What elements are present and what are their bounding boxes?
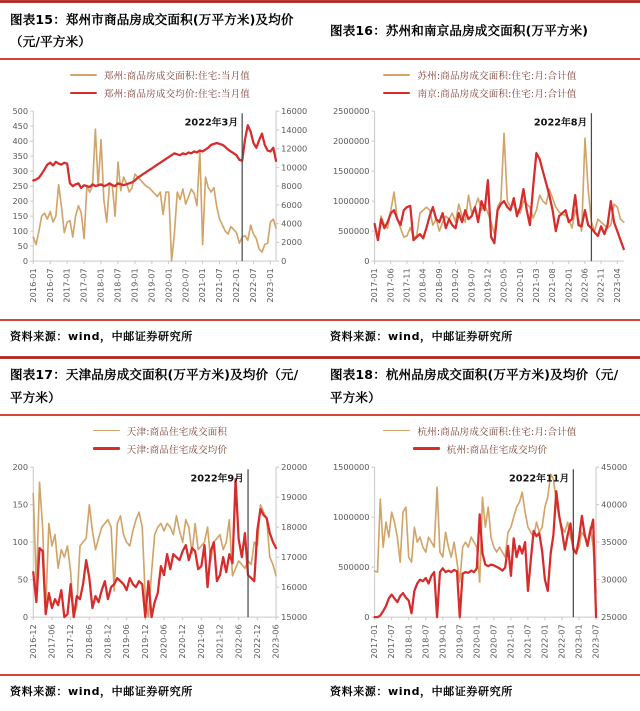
- svg-text:2020-07: 2020-07: [180, 268, 191, 303]
- svg-text:2018-07: 2018-07: [112, 268, 123, 303]
- svg-text:450: 450: [12, 121, 29, 132]
- svg-text:500: 500: [12, 106, 29, 117]
- legend-label: 郑州:商品房成交均价:住宅:当月值: [103, 89, 250, 100]
- figure-titles: [0, 359, 640, 414]
- legend-label: 杭州:商品住宅成交均价: [446, 444, 548, 456]
- legend-item: [383, 424, 576, 438]
- svg-text:2018-09: 2018-09: [433, 268, 444, 303]
- figure-title-16: 图表16：苏州和南京品房成交面积(万平方米): [330, 22, 589, 38]
- svg-text:2018-12: 2018-12: [102, 623, 113, 659]
- legend-line-swatch: [383, 74, 410, 76]
- svg-text:45000: 45000: [601, 461, 628, 472]
- svg-text:100: 100: [12, 225, 29, 236]
- legend: [328, 68, 632, 100]
- legend-label: 苏州:商品房成交面积:住宅:月:合计值: [417, 71, 577, 82]
- svg-text:2017-01: 2017-01: [61, 268, 72, 303]
- line-chart-zhengzhou: [8, 105, 312, 317]
- svg-text:2023-07: 2023-07: [590, 623, 601, 659]
- legend-line-swatch: [383, 92, 410, 95]
- svg-text:2020-07: 2020-07: [488, 623, 499, 659]
- legend-line-swatch: [70, 74, 97, 76]
- legend-label: 天津:商品住宅成交面积: [126, 426, 228, 438]
- legend-line-swatch: [383, 430, 410, 432]
- svg-text:2018-04: 2018-04: [417, 268, 428, 303]
- svg-text:1000000: 1000000: [332, 196, 370, 207]
- svg-text:2020-05: 2020-05: [498, 268, 509, 303]
- svg-text:2019-07: 2019-07: [146, 268, 157, 303]
- svg-text:30000: 30000: [601, 574, 628, 585]
- legend-item: [383, 68, 576, 82]
- legend-item: [93, 442, 227, 456]
- svg-text:2023-01: 2023-01: [573, 623, 584, 659]
- svg-text:150: 150: [12, 499, 29, 510]
- svg-text:2019-12: 2019-12: [482, 268, 493, 303]
- svg-text:2017-07: 2017-07: [78, 268, 89, 303]
- legend: [8, 68, 312, 100]
- svg-text:16000: 16000: [281, 106, 308, 117]
- svg-text:2023-06: 2023-06: [270, 623, 281, 659]
- svg-text:2021-07: 2021-07: [214, 268, 225, 303]
- svg-text:40000: 40000: [601, 499, 628, 510]
- source-note: 资料来源：wind，中邮证券研究所: [330, 329, 513, 343]
- svg-text:2019-07: 2019-07: [466, 268, 477, 303]
- legend-line-swatch: [93, 430, 120, 432]
- svg-text:2020-01: 2020-01: [471, 623, 482, 659]
- svg-text:17000: 17000: [281, 551, 308, 562]
- svg-text:0: 0: [22, 611, 29, 622]
- source-note: 资料来源：wind，中邮证券研究所: [10, 329, 193, 343]
- svg-text:2022-01: 2022-01: [563, 268, 574, 303]
- line-chart-hangzhou: [328, 461, 632, 673]
- svg-text:1500000: 1500000: [332, 461, 370, 472]
- svg-text:2021-07: 2021-07: [522, 623, 533, 659]
- charts-row-top: [0, 60, 640, 319]
- svg-text:2022年3月: 2022年3月: [184, 117, 239, 129]
- svg-text:15000: 15000: [281, 611, 308, 622]
- legend-line-swatch: [70, 92, 97, 95]
- legend-line-swatch: [413, 447, 440, 450]
- svg-text:2020-10: 2020-10: [514, 268, 525, 303]
- svg-text:18000: 18000: [281, 521, 308, 532]
- source-note: 资料来源：wind，中邮证券研究所: [10, 685, 193, 699]
- svg-text:50: 50: [17, 240, 29, 251]
- svg-text:2023-04: 2023-04: [611, 268, 622, 303]
- svg-text:2022-06: 2022-06: [579, 268, 590, 303]
- svg-text:25000: 25000: [601, 611, 628, 622]
- legend: [328, 424, 632, 456]
- svg-text:2021-01: 2021-01: [197, 268, 208, 303]
- svg-text:2016-12: 2016-12: [27, 623, 38, 659]
- source-row-bottom: [0, 676, 640, 711]
- svg-text:2020-01: 2020-01: [163, 268, 174, 303]
- figure-title-15: 图表15：郑州市商品房成交面积(万平方米)及均价（元/平方米）: [10, 11, 294, 49]
- legend-item: [383, 86, 576, 100]
- svg-text:50: 50: [17, 574, 29, 585]
- svg-text:4000: 4000: [281, 218, 303, 229]
- svg-text:2021-08: 2021-08: [547, 268, 558, 303]
- svg-text:2022-07: 2022-07: [248, 268, 259, 303]
- svg-text:0: 0: [22, 255, 29, 266]
- svg-text:35000: 35000: [601, 536, 628, 547]
- svg-text:19000: 19000: [281, 491, 308, 502]
- svg-text:2021-03: 2021-03: [530, 268, 541, 303]
- svg-text:2020-06: 2020-06: [158, 623, 169, 659]
- svg-text:2022-07: 2022-07: [556, 623, 567, 659]
- svg-text:2021-06: 2021-06: [195, 623, 206, 659]
- svg-text:250: 250: [12, 181, 29, 192]
- svg-text:2018-06: 2018-06: [83, 623, 94, 659]
- source-note: 资料来源：wind，中邮证券研究所: [330, 685, 513, 699]
- line-chart-suzhou-nanjing: [328, 105, 632, 317]
- svg-text:2018-01: 2018-01: [95, 268, 106, 303]
- legend-item: [413, 442, 547, 456]
- svg-text:2017-06: 2017-06: [46, 623, 57, 659]
- source-row-top: [0, 321, 640, 356]
- chart-panel-zhengzhou: [8, 66, 312, 317]
- svg-text:2022-06: 2022-06: [233, 623, 244, 659]
- svg-text:16000: 16000: [281, 581, 308, 592]
- chart-panel-hangzhou: [328, 422, 632, 673]
- svg-text:2016-07: 2016-07: [44, 268, 55, 303]
- svg-text:2019-07: 2019-07: [454, 623, 465, 659]
- legend-item: [70, 86, 250, 100]
- legend-label: 天津:商品住宅成交均价: [126, 444, 228, 456]
- line-chart-tianjin: [8, 461, 312, 673]
- svg-text:2022年8月: 2022年8月: [533, 117, 588, 129]
- svg-text:1000000: 1000000: [332, 511, 370, 522]
- svg-text:350: 350: [12, 151, 29, 162]
- figure-title-17: 图表17：天津品房成交面积(万平方米)及均价（元/平方米）: [10, 367, 299, 405]
- svg-text:500000: 500000: [338, 561, 370, 572]
- svg-text:2017-07: 2017-07: [386, 623, 397, 659]
- svg-text:2022年11月: 2022年11月: [509, 473, 570, 485]
- svg-text:2017-01: 2017-01: [369, 268, 380, 303]
- svg-text:2022-01: 2022-01: [231, 268, 242, 303]
- svg-text:100: 100: [12, 536, 29, 547]
- svg-text:0: 0: [281, 255, 287, 266]
- svg-text:400: 400: [12, 136, 29, 147]
- svg-text:2019-01: 2019-01: [129, 268, 140, 303]
- svg-text:2022-01: 2022-01: [539, 623, 550, 659]
- svg-text:2019-12: 2019-12: [139, 623, 150, 659]
- legend-line-swatch: [93, 447, 120, 450]
- chart-panel-suzhou-nanjing: [328, 66, 632, 317]
- svg-text:8000: 8000: [281, 181, 303, 192]
- svg-text:200: 200: [12, 461, 29, 472]
- svg-text:200: 200: [12, 196, 29, 207]
- svg-text:2022-12: 2022-12: [251, 623, 262, 659]
- figure-title-18: 图表18：杭州品房成交面积(万平方米)及均价（元/平方米）: [330, 367, 619, 405]
- legend: [8, 424, 312, 456]
- svg-text:6000: 6000: [281, 199, 303, 210]
- svg-text:2016-01: 2016-01: [27, 268, 38, 303]
- legend-item: [93, 424, 227, 438]
- svg-text:2023-01: 2023-01: [264, 268, 275, 303]
- svg-text:0: 0: [364, 611, 370, 622]
- svg-text:2020-12: 2020-12: [177, 623, 188, 659]
- svg-text:2500000: 2500000: [332, 106, 370, 117]
- legend-label: 南京:商品房成交面积:住宅:月:合计值: [417, 89, 577, 100]
- svg-text:0: 0: [364, 255, 370, 266]
- svg-text:2019-02: 2019-02: [450, 268, 461, 303]
- svg-text:2017-11: 2017-11: [401, 268, 412, 303]
- svg-text:150: 150: [12, 210, 29, 221]
- svg-text:20000: 20000: [281, 461, 308, 472]
- figure-row-bottom: [0, 356, 640, 711]
- svg-text:2018-07: 2018-07: [420, 623, 431, 659]
- figure-titles: [0, 3, 640, 58]
- legend-label: 杭州:商品房成交面积:住宅:月:合计值: [417, 426, 577, 438]
- svg-text:12000: 12000: [281, 143, 308, 154]
- svg-text:2022-11: 2022-11: [595, 268, 606, 303]
- svg-text:2021-01: 2021-01: [505, 623, 516, 659]
- svg-text:2000000: 2000000: [332, 136, 370, 147]
- svg-text:500000: 500000: [338, 225, 370, 236]
- chart-panel-tianjin: [8, 422, 312, 673]
- svg-text:1500000: 1500000: [332, 166, 370, 177]
- svg-text:2000: 2000: [281, 237, 303, 248]
- svg-text:2017-06: 2017-06: [385, 268, 396, 303]
- legend-item: [70, 68, 250, 82]
- svg-text:10000: 10000: [281, 162, 308, 173]
- svg-text:2017-12: 2017-12: [65, 623, 76, 659]
- svg-text:2021-12: 2021-12: [214, 623, 225, 659]
- svg-text:300: 300: [12, 166, 29, 177]
- svg-text:2017-01: 2017-01: [369, 623, 380, 659]
- legend-label: 郑州:商品房成交面积:住宅:当月值: [103, 71, 250, 82]
- svg-text:14000: 14000: [281, 124, 308, 135]
- svg-text:2019-06: 2019-06: [121, 623, 132, 659]
- svg-text:2018-01: 2018-01: [403, 623, 414, 659]
- svg-text:2019-01: 2019-01: [437, 623, 448, 659]
- charts-row-bottom: [0, 416, 640, 675]
- svg-text:2022年9月: 2022年9月: [190, 473, 244, 485]
